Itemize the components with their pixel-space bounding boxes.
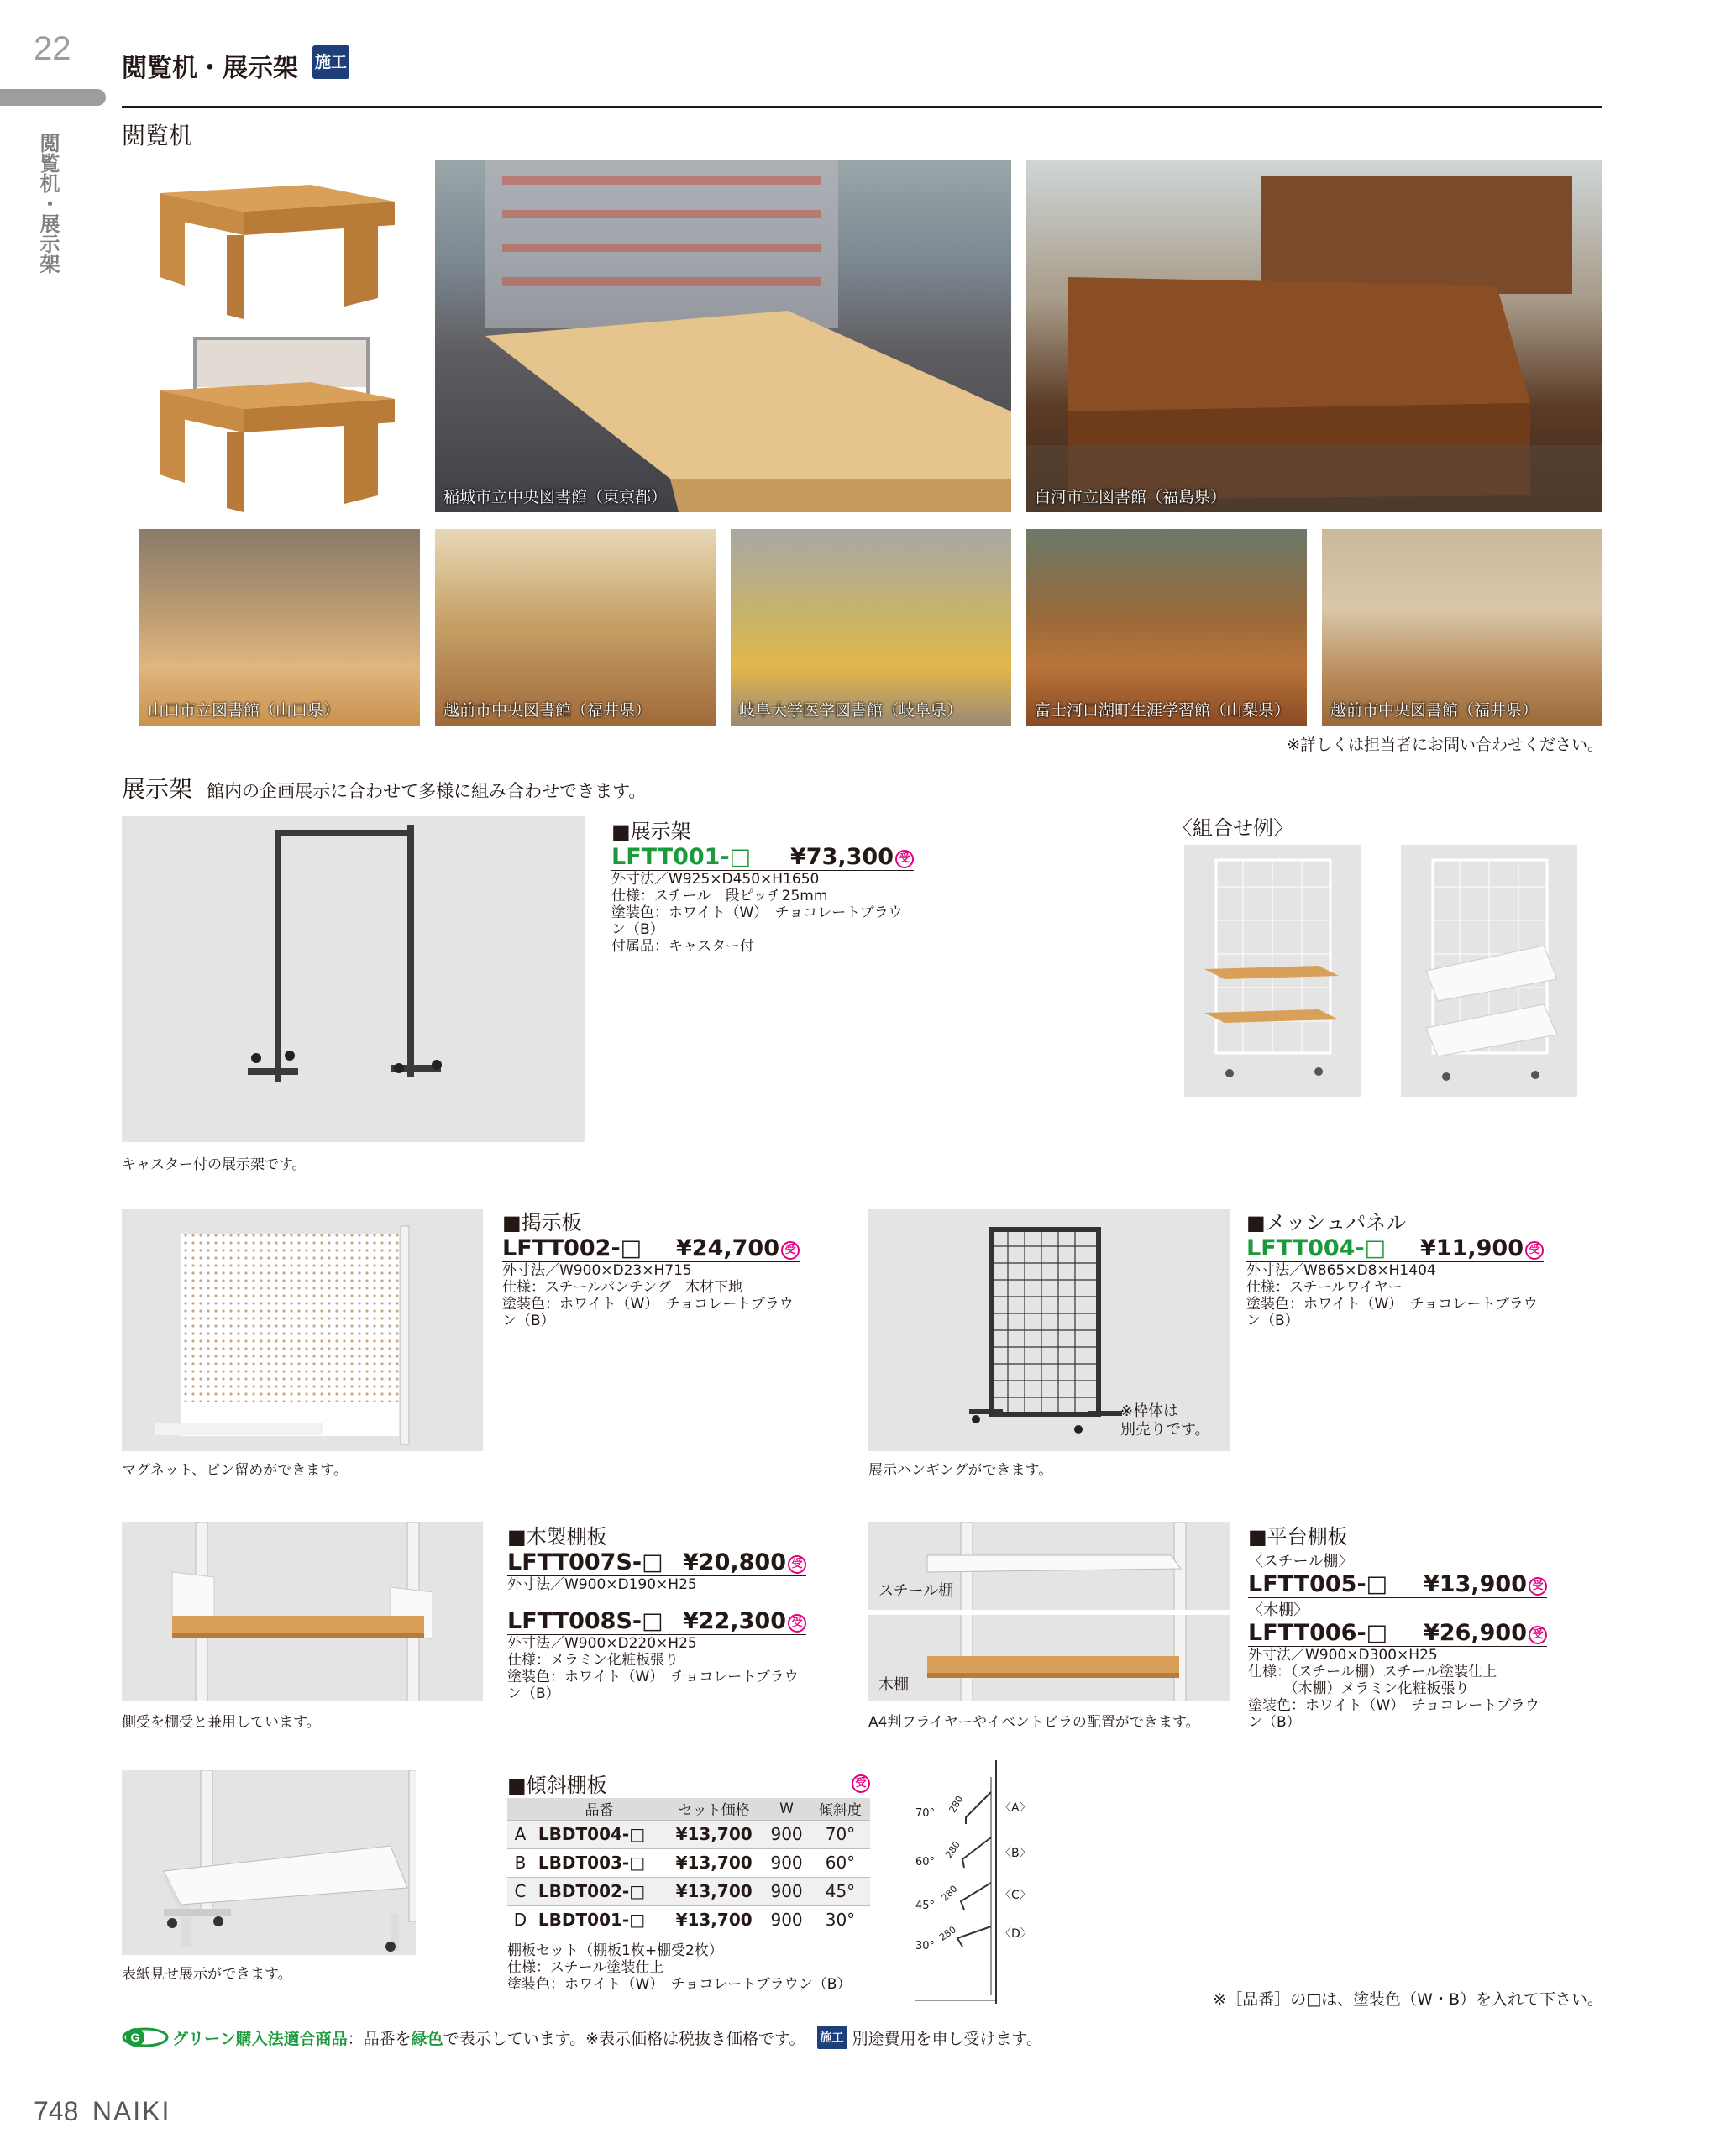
flat-shelf-sub1: 〈スチール棚〉	[1248, 1553, 1354, 1570]
lftt008s-price: ¥22,300	[683, 1608, 786, 1634]
diagram-label-c: 〈C〉	[999, 1889, 1031, 1902]
lftt005-code-row	[1248, 1571, 1547, 1598]
flat-shelf-label-steel: スチール棚	[878, 1582, 954, 1600]
tilt-shelf-title-row	[507, 1769, 870, 1798]
lftt007s-code-row	[507, 1549, 806, 1576]
diagram-label-a: 〈A〉	[999, 1801, 1031, 1815]
lftt006-price-wrap	[1424, 1620, 1547, 1646]
lftt002-title: ■掲示板	[502, 1211, 582, 1234]
lftt008s-code-row	[507, 1608, 806, 1635]
row-key: C	[507, 1877, 533, 1905]
row-angle: 70°	[810, 1820, 870, 1848]
flat-shelf-spec-3: （木棚）メラミン化粧板張り	[1248, 1680, 1470, 1697]
combo-label: 〈組合せ例〉	[1172, 816, 1293, 840]
lftt001-image-caption: キャスター付の展示架です。	[122, 1156, 307, 1173]
desk-plain-image	[134, 160, 403, 328]
lftt007s-price-wrap	[683, 1549, 806, 1575]
lftt001-code-row	[611, 844, 914, 871]
row-code: LBDT004-□	[533, 1820, 665, 1848]
page-number-top: 22	[34, 30, 71, 67]
photo-caption: 稲城市立中央図書館（東京都）	[443, 488, 668, 506]
lftt002-spec-3: 塗装色：ホワイト（W） チョコレートブラウン（B）	[502, 1296, 794, 1329]
lftt002-image-caption: マグネット、ピン留めができます。	[122, 1462, 348, 1479]
lftt008s-price-wrap	[683, 1608, 806, 1634]
row-code: LBDT001-□	[533, 1905, 665, 1934]
tilt-shelf-image	[122, 1770, 416, 1955]
lftt008s-spec-2: 仕様：メラミン化粧板張り	[507, 1652, 679, 1669]
diagram-dim-c: 280	[939, 1883, 960, 1904]
inquiry-note: ※詳しくは担当者にお問い合わせください。	[1287, 736, 1603, 754]
row-width: 900	[763, 1905, 810, 1934]
table-row	[507, 1905, 870, 1934]
diagram-label-d: 〈D〉	[999, 1927, 1032, 1941]
lftt004-info	[1246, 1206, 1544, 1329]
uke-mark: 受	[895, 850, 914, 868]
diagram-angle-c: 45°	[915, 1900, 936, 1912]
lftt004-code-row	[1246, 1235, 1544, 1262]
uke-mark: 受	[781, 1241, 800, 1260]
lftt002-code-row	[502, 1235, 800, 1262]
flat-shelf-info	[1248, 1520, 1547, 1731]
lftt001-price-wrap	[790, 844, 914, 870]
lftt002-price: ¥24,700	[676, 1235, 779, 1261]
desk-partition-image	[134, 332, 403, 516]
uke-mark: 受	[788, 1555, 806, 1574]
flat-shelf-image	[868, 1522, 1230, 1701]
tilt-shelf-title: ■傾斜棚板	[507, 1774, 607, 1797]
lftt001-code: LFTT001-□	[611, 844, 752, 870]
green-purchase-text-b: で表示しています。※表示価格は税抜き価格です。	[443, 2029, 805, 2048]
row-price: ¥13,700	[665, 1877, 763, 1905]
table-header: W	[763, 1798, 810, 1820]
photo-caption: 岐阜大学医学図書館（岐阜県）	[739, 701, 963, 720]
lftt004-title: ■メッシュパネル	[1246, 1211, 1407, 1234]
lftt004-image	[868, 1209, 1230, 1451]
row-code: LBDT002-□	[533, 1877, 665, 1905]
diagram-angle-a: 70°	[915, 1807, 936, 1820]
green-purchase-word: 緑色	[411, 2029, 443, 2048]
row-price: ¥13,700	[665, 1905, 763, 1934]
flat-shelf-spec-1: 外寸法／W900×D300×H25	[1248, 1647, 1438, 1664]
row-width: 900	[763, 1877, 810, 1905]
lftt002-info	[502, 1206, 800, 1329]
display-rack-heading	[122, 771, 646, 805]
tilt-shelf-table	[507, 1798, 870, 1934]
lftt004-spec-1: 外寸法／W865×D8×H1404	[1246, 1262, 1436, 1279]
row-angle: 45°	[810, 1877, 870, 1905]
lftt004-spec-2: 仕様：スチールワイヤー	[1246, 1279, 1403, 1296]
sekou-badge: 施工	[312, 45, 349, 79]
lftt004-price-wrap	[1420, 1235, 1544, 1261]
lftt006-code-row	[1248, 1620, 1547, 1647]
wood-shelf-image-caption: 側受を棚受と兼用しています。	[122, 1714, 321, 1731]
lftt002-spec-1: 外寸法／W900×D23×H715	[502, 1262, 692, 1279]
diagram-dim-b: 280	[943, 1839, 962, 1860]
flat-shelf-title: ■平台棚板	[1248, 1525, 1348, 1549]
diagram-angle-b: 60°	[915, 1856, 936, 1869]
lftt002-spec-2: 仕様：スチールパンチング 木材下地	[502, 1279, 742, 1296]
reading-desk-heading: 閲覧机	[122, 122, 193, 149]
library-photo-echizen-2	[1322, 529, 1602, 726]
lftt007s-code: LFTT007S-□	[507, 1549, 663, 1575]
side-tab-label: 閲覧机・展示架	[36, 133, 60, 274]
footer-page-number: 748	[34, 2096, 79, 2126]
footer-page	[34, 2096, 170, 2127]
green-purchase-text-a: ：品番を	[347, 2029, 412, 2048]
footer-sekou-badge: 施工	[817, 2026, 847, 2049]
lftt007s-price: ¥20,800	[683, 1549, 786, 1575]
table-header	[507, 1798, 533, 1820]
flat-shelf-sub2: 〈木棚〉	[1248, 1601, 1309, 1619]
library-photo-yamaguchi	[139, 529, 420, 726]
row-price: ¥13,700	[665, 1820, 763, 1848]
row-width: 900	[763, 1848, 810, 1877]
uke-mark: 受	[1525, 1241, 1544, 1260]
footer-sekou-text: 別途費用を申し受けます。	[852, 2029, 1043, 2048]
row-angle: 30°	[810, 1905, 870, 1934]
diagram-dim-a: 280	[947, 1794, 966, 1815]
row-width: 900	[763, 1820, 810, 1848]
table-header: 品番	[533, 1798, 665, 1820]
lftt001-spec-4: 付属品：キャスター付	[611, 938, 754, 955]
flat-shelf-image-caption: A4判フライヤーやイベントビラの配置ができます。	[868, 1714, 1200, 1731]
wood-shelf-info	[507, 1520, 806, 1702]
library-photo-gifu	[731, 529, 1011, 726]
uke-mark: 受	[1529, 1626, 1547, 1644]
photo-caption: 山口市立図書館（山口県）	[148, 701, 340, 720]
lftt004-frame-note: ※枠体は 別売りです。	[1120, 1402, 1210, 1439]
lftt001-price: ¥73,300	[790, 844, 894, 870]
table-header-row	[507, 1798, 870, 1820]
green-purchase-label: グリーン購入法適合商品	[172, 2029, 348, 2048]
photo-caption: 越前市中央図書館（福井県）	[443, 701, 652, 720]
photo-caption: 白河市立図書館（福島県）	[1035, 488, 1227, 506]
lftt001-spec-2: 仕様：スチール 段ピッチ25mm	[611, 888, 828, 904]
lftt001-spec-1: 外寸法／W925×D450×H1650	[611, 871, 820, 888]
lftt006-price: ¥26,900	[1424, 1620, 1527, 1646]
lftt001-title: ■展示架	[611, 820, 691, 843]
uke-mark: 受	[852, 1774, 870, 1793]
svg-text:G: G	[130, 2031, 140, 2044]
lftt004-price: ¥11,900	[1420, 1235, 1524, 1261]
lftt005-price-wrap	[1424, 1571, 1547, 1597]
library-photo-echizen-1	[435, 529, 716, 726]
lftt002-code: LFTT002-□	[502, 1235, 642, 1261]
lftt007s-spec-1: 外寸法／W900×D190×H25	[507, 1576, 697, 1593]
display-rack-lead: 館内の企画展示に合わせて多様に組み合わせできます。	[207, 781, 647, 801]
flat-shelf-spec-4: 塗装色：ホワイト（W） チョコレートブラウン（B）	[1248, 1697, 1539, 1731]
table-row	[507, 1820, 870, 1848]
diagram-label-b: 〈B〉	[999, 1847, 1031, 1860]
lftt005-code: LFTT005-□	[1248, 1571, 1388, 1597]
footer-legend	[122, 2026, 1042, 2049]
tilt-angle-diagram	[915, 1760, 1032, 2004]
diagram-angle-d: 30°	[915, 1940, 936, 1952]
tilt-shelf-spec-1: 棚板セット（棚板1枚+棚受2枚）	[507, 1942, 723, 1959]
lftt008s-spec-1: 外寸法／W900×D220×H25	[507, 1635, 697, 1652]
photo-caption: 越前市中央図書館（福井県）	[1330, 701, 1539, 720]
lftt004-image-caption: 展示ハンギングができます。	[868, 1462, 1053, 1479]
lftt005-price: ¥13,900	[1424, 1571, 1527, 1597]
table-row	[507, 1877, 870, 1905]
lftt008s-code: LFTT008S-□	[507, 1608, 663, 1634]
page-title: 閲覧机・展示架	[122, 54, 298, 83]
display-rack-title: 展示架	[122, 775, 193, 803]
row-code: LBDT003-□	[533, 1848, 665, 1877]
lftt002-price-wrap	[676, 1235, 800, 1261]
combo-example-2-image	[1401, 845, 1577, 1097]
header-rule	[122, 106, 1602, 108]
library-photo-shirakawa	[1026, 160, 1602, 512]
lftt004-code: LFTT004-□	[1246, 1235, 1387, 1261]
wood-shelf-title: ■木製棚板	[507, 1525, 607, 1549]
lftt002-image	[122, 1209, 483, 1451]
side-tab-bar	[0, 89, 106, 106]
green-purchase-icon	[122, 2026, 169, 2049]
library-photo-fujikawaguchiko	[1026, 529, 1307, 726]
row-angle: 60°	[810, 1848, 870, 1877]
tilt-shelf-spec-2: 仕様：スチール塗装仕上	[507, 1959, 664, 1976]
table-header: 傾斜度	[810, 1798, 870, 1820]
combo-example-1-image	[1184, 845, 1361, 1097]
lftt001-info	[611, 815, 914, 955]
library-photo-inagi	[435, 160, 1011, 512]
photo-caption: 富士河口湖町生涯学習館（山梨県）	[1035, 701, 1291, 720]
lftt006-code: LFTT006-□	[1248, 1620, 1388, 1646]
tilt-shelf-spec-3: 塗装色：ホワイト（W） チョコレートブラウン（B）	[507, 1976, 852, 1993]
lftt004-spec-3: 塗装色：ホワイト（W） チョコレートブラウン（B）	[1246, 1296, 1538, 1329]
lftt001-image	[122, 816, 585, 1142]
flat-shelf-label-wood: 木棚	[878, 1676, 909, 1694]
wood-shelf-image	[122, 1522, 483, 1701]
lftt001-spec-3: 塗装色：ホワイト（W） チョコレートブラウン（B）	[611, 904, 903, 938]
diagram-dim-d: 280	[937, 1924, 958, 1943]
row-key: A	[507, 1820, 533, 1848]
row-price: ¥13,700	[665, 1848, 763, 1877]
row-key: D	[507, 1905, 533, 1934]
flat-shelf-spec-2: 仕様：（スチール棚）スチール塗装仕上	[1248, 1664, 1497, 1680]
uke-mark: 受	[788, 1614, 806, 1633]
row-key: B	[507, 1848, 533, 1877]
table-header: セット価格	[665, 1798, 763, 1820]
footer-brand: NAIKI	[92, 2096, 171, 2126]
table-row	[507, 1848, 870, 1877]
color-code-note: ※［品番］の□は、塗装色（W・B）を入れて下さい。	[1213, 1990, 1603, 2009]
lftt008s-spec-3: 塗装色：ホワイト（W） チョコレートブラウン（B）	[507, 1669, 799, 1702]
uke-mark: 受	[1529, 1577, 1547, 1596]
tilt-shelf-info	[507, 1769, 870, 1993]
tilt-shelf-image-caption: 表紙見せ展示ができます。	[122, 1966, 292, 1983]
